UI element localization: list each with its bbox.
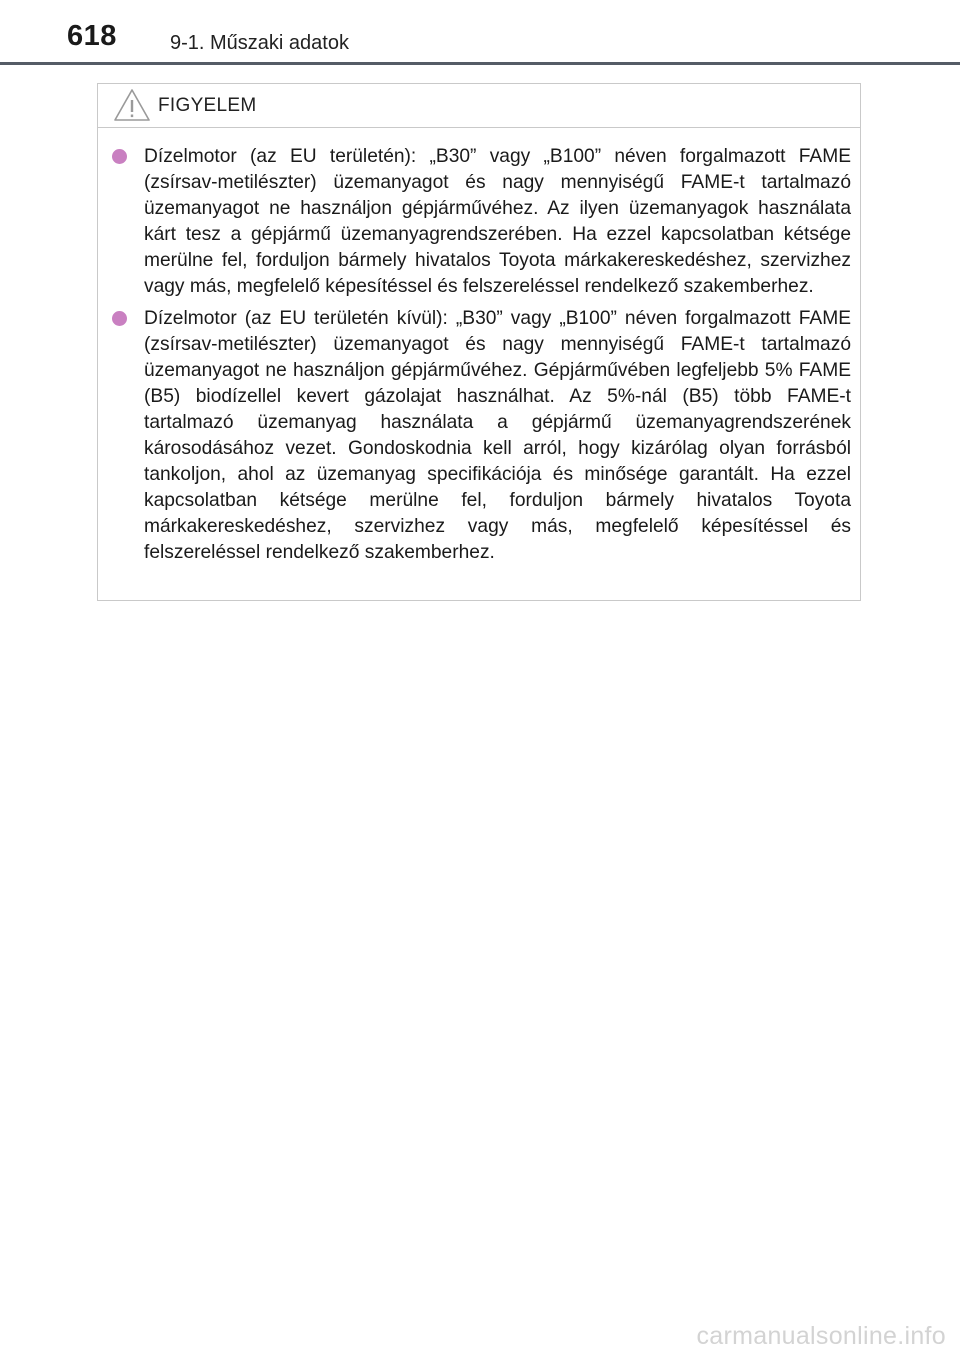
page-header <box>0 0 960 68</box>
bullet-icon <box>112 311 127 326</box>
warning-item-text: Dízelmotor (az EU területén kívül): „B30” vagy „B100” néven forgalmazott FAME (zsírsav-metilészter) üzemanyagot és nagy mennyiségű FAME-t tartalmazó üzemanyagot ne használjon gépjárművéhez. Gépjárművében legfeljebb 5% FAME (B5) biodízellel kevert gázolajat használhat. Az 5%-nál (B5) több FAME-t tartalmazó üzemanyag használata a gépjármű üzemanyagrendszerének károsodásához vezet. Gondoskodnia kell arról, hogy kizárólag olyan forrásból tankoljon, ahol az üzemanyag specifikációja és minősége garantált. Ha ezzel kapcsolatban kétsége merülne fel, forduljon bármely hivatalos Toyota márkakereskedéshez, szervizhez vagy más, megfelelő képesítéssel és felszereléssel rendelkező szakemberhez. <box>144 308 851 563</box>
warning-item <box>98 144 860 300</box>
warning-triangle-icon <box>113 88 151 122</box>
warning-label: FIGYELEM <box>158 95 257 116</box>
warning-body <box>98 144 860 572</box>
bullet-icon <box>112 149 127 164</box>
warning-box <box>97 83 861 601</box>
section-title: 9-1. Műszaki adatok <box>170 32 349 54</box>
warning-item-text: Dízelmotor (az EU területén): „B30” vagy „B100” néven forgalmazott FAME (zsírsav-metilészter) üzemanyagot és nagy mennyiségű FAME-t tartalmazó üzemanyagot ne használjon gépjárművéhez. Az ilyen üzemanyagok használata kárt tesz a gépjármű üzemanyagrendszerében. Ha ezzel kapcsolatban kétsége merülne fel, forduljon bármely hivatalos Toyota márkakereskedéshez, szervizhez vagy más, megfelelő képesítéssel és felszereléssel rendelkező szakemberhez. <box>144 146 851 297</box>
warning-header <box>98 84 860 128</box>
header-divider <box>0 62 960 65</box>
page-number: 618 <box>67 20 117 52</box>
warning-item <box>98 306 860 566</box>
footer-watermark: carmanualsonline.info <box>696 1322 946 1350</box>
